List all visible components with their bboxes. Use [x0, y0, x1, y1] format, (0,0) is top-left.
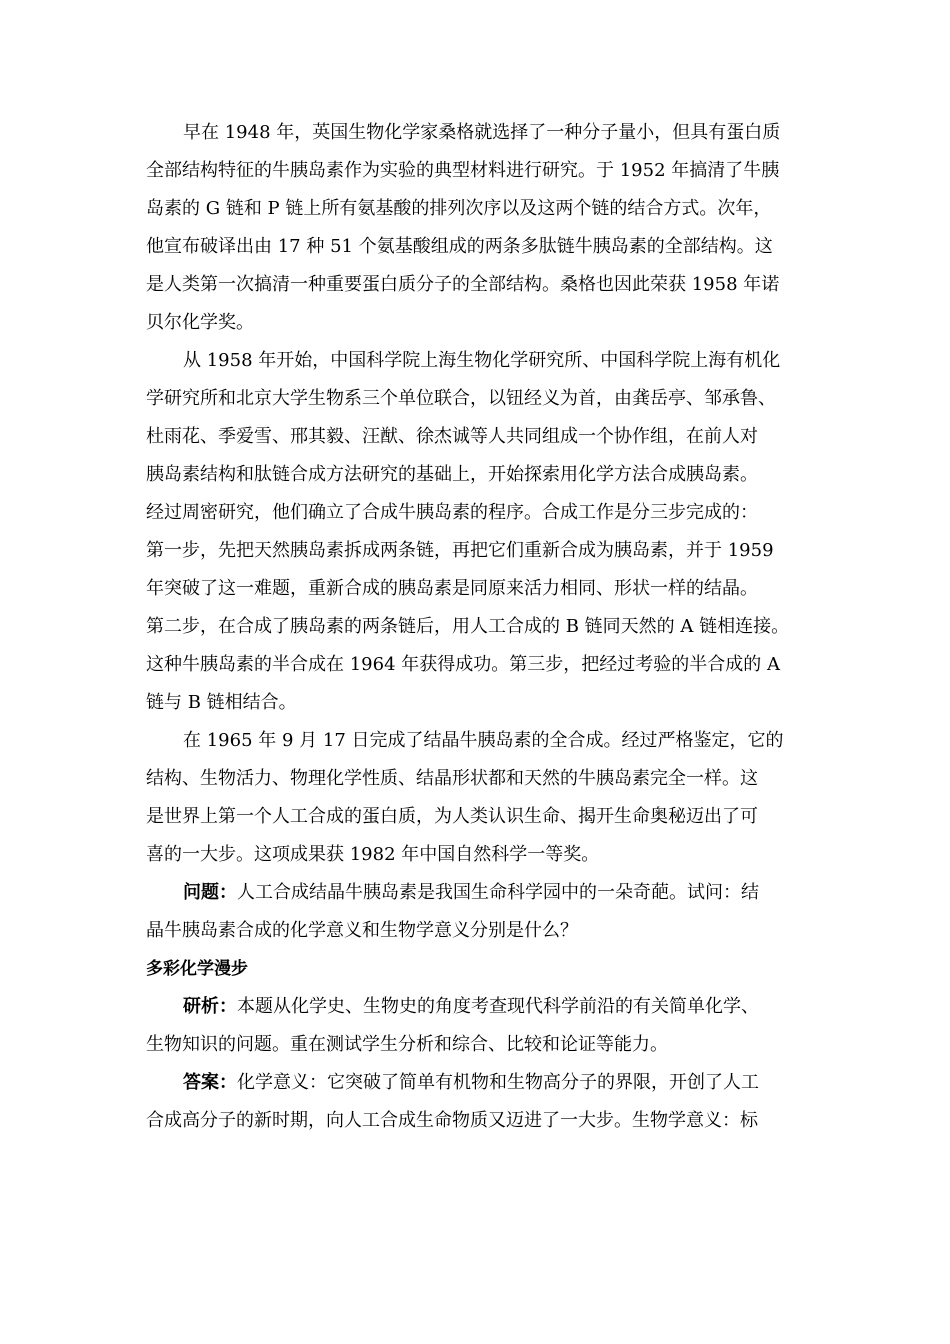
analysis-label: 研析： — [183, 996, 237, 1017]
document-body — [146, 114, 812, 1140]
answer-block — [146, 1064, 812, 1140]
text-line: 全部结构特征的牛胰岛素作为实验的典型材料进行研究。于 1952 年搞清了牛胰 — [146, 160, 780, 181]
text-line — [146, 988, 812, 1026]
paragraph-china-research — [146, 342, 812, 722]
text-line: 杜雨花、季爱雪、邢其毅、汪猷、徐杰诚等人共同组成一个协作组，在前人对 — [146, 426, 758, 447]
text-line: 是世界上第一个人工合成的蛋白质，为人类认识生命、揭开生命奥秘迈出了可 — [146, 806, 758, 827]
text-line: 合成高分子的新时期，向人工合成生命物质又迈进了一大步。生物学意义：标 — [146, 1110, 758, 1131]
text-line: 他宣布破译出由 17 种 51 个氨基酸组成的两条多肽链牛胰岛素的全部结构。这 — [146, 236, 773, 257]
text-line: 学研究所和北京大学生物系三个单位联合，以钮经义为首，由龚岳亭、邹承鲁、 — [146, 388, 776, 409]
text-line: 第一步，先把天然胰岛素拆成两条链，再把它们重新合成为胰岛素，并于 1959 — [146, 540, 774, 561]
text-line — [146, 1064, 812, 1102]
text-line: 胰岛素结构和肽链合成方法研究的基础上，开始探索用化学方法合成胰岛素。 — [146, 464, 758, 485]
analysis-block — [146, 988, 812, 1064]
text-line: 从 1958 年开始，中国科学院上海生物化学研究所、中国科学院上海有机化 — [183, 350, 781, 371]
answer-label: 答案： — [183, 1072, 237, 1093]
text-line: 链与 B 链相结合。 — [146, 692, 297, 713]
answer-text: 化学意义：它突破了简单有机物和生物高分子的界限，开创了人工 — [237, 1072, 759, 1093]
text-line — [146, 874, 812, 912]
question-block — [146, 874, 812, 950]
question-label: 问题： — [183, 882, 237, 903]
text-line: 第二步，在合成了胰岛素的两条链后，用人工合成的 B 链同天然的 A 链相连接。 — [146, 616, 790, 637]
section-heading: 多彩化学漫步 — [146, 959, 248, 979]
text-line: 贝尔化学奖。 — [146, 312, 254, 333]
text-line: 经过周密研究，他们确立了合成牛胰岛素的程序。合成工作是分三步完成的： — [146, 502, 758, 523]
text-line: 是人类第一次搞清一种重要蛋白质分子的全部结构。桑格也因此荣获 1958 年诺 — [146, 274, 780, 295]
text-line: 生物知识的问题。重在测试学生分析和综合、比较和论证等能力。 — [146, 1034, 668, 1055]
text-line: 年突破了这一难题，重新合成的胰岛素是同原来活力相同、形状一样的结晶。 — [146, 578, 758, 599]
analysis-text: 本题从化学史、生物史的角度考查现代科学前沿的有关简单化学、 — [237, 996, 759, 1017]
text-line: 结构、生物活力、物理化学性质、结晶形状都和天然的牛胰岛素完全一样。这 — [146, 768, 758, 789]
paragraph-sanger — [146, 114, 812, 342]
text-line: 喜的一大步。这项成果获 1982 年中国自然科学一等奖。 — [146, 844, 600, 865]
text-line: 岛素的 G 链和 P 链上所有氨基酸的排列次序以及这两个链的结合方式。次年， — [146, 198, 772, 219]
text-line: 在 1965 年 9 月 17 日完成了结晶牛胰岛素的全合成。经过严格鉴定，它的 — [183, 730, 784, 751]
paragraph-full-synthesis — [146, 722, 812, 874]
text-line: 这种牛胰岛素的半合成在 1964 年获得成功。第三步，把经过考验的半合成的 A — [146, 654, 780, 675]
text-line: 早在 1948 年，英国生物化学家桑格就选择了一种分子量小，但具有蛋白质 — [183, 122, 781, 143]
text-line: 晶牛胰岛素合成的化学意义和生物学意义分别是什么？ — [146, 920, 578, 941]
question-text: 人工合成结晶牛胰岛素是我国生命科学园中的一朵奇葩。试问：结 — [237, 882, 759, 903]
